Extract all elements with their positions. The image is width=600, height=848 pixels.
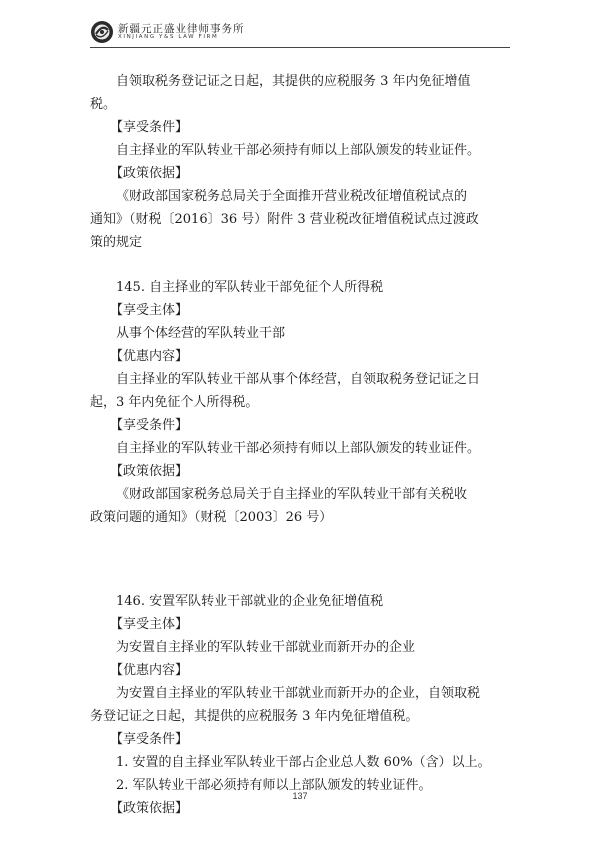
paragraph-line: 自主择业的军队转业干部从事个体经营，自领取税务登记证之日 [116,372,481,387]
paragraph-line: 自领取税务登记证之日起，其提供的应税服务 3 年内免征增值 [116,74,471,89]
item-title: 145. 自主择业的军队转业干部免征个人所得税 [116,280,384,295]
paragraph-line: 策的规定 [90,235,143,250]
paragraph-line: 《财政部国家税务总局关于全面推开营业税改征增值税试点的 [116,189,468,204]
section-heading: 【享受主体】 [110,617,189,632]
paragraph-line: 自主择业的军队转业干部必须持有师以上部队颁发的转业证件。 [116,441,481,456]
page-number: 137 [292,791,308,801]
header-rule [90,47,510,48]
section-heading: 【享受条件】 [110,732,189,747]
firm-name-cn: 新疆元正盛业律师事务所 [118,23,245,35]
paragraph-line: 起，3 年内免征个人所得税。 [90,395,259,410]
section-heading: 【享受主体】 [110,303,189,318]
section-heading: 【享受条件】 [110,418,189,433]
paragraph-line: 自主择业的军队转业干部必须持有师以上部队颁发的转业证件。 [116,143,481,158]
paragraph-line: 为安置自主择业的军队转业干部就业而新开办的企业 [116,640,416,655]
paragraph-line: 为安置自主择业的军队转业干部就业而新开办的企业，自领取税 [116,686,481,701]
section-heading: 【政策依据】 [110,464,189,479]
section-heading: 【政策依据】 [110,166,189,181]
paragraph-line: 《财政部国家税务总局关于自主择业的军队转业干部有关税收 [116,487,468,502]
section-heading: 【优惠内容】 [110,663,189,678]
paragraph-line: 通知》（财税〔2016〕36 号）附件 3 营业税改征增值税试点过渡政 [90,212,479,227]
section-heading: 【享受条件】 [110,120,189,135]
paragraph-line: 税。 [90,97,117,112]
document-body [90,70,510,820]
firm-name-en: XINJIANG Y&S LAW FIRM [118,34,219,40]
item-title: 146. 安置军队转业干部就业的企业免征增值税 [116,594,384,609]
paragraph-line: 从事个体经营的军队转业干部 [116,326,286,341]
firm-logo-icon [90,20,114,44]
paragraph-line: 政策问题的通知》（财税〔2003〕26 号） [90,510,333,525]
paragraph-line: 务登记证之日起，其提供的应税服务 3 年内免征增值税。 [90,709,419,724]
section-heading: 【政策依据】 [110,801,189,816]
list-item: 1. 安置的自主择业军队转业干部占企业总人数 60%（含）以上。 [116,755,491,770]
section-heading: 【优惠内容】 [110,349,189,364]
page-header [90,20,510,44]
list-item: 2. 军队转业干部必须持有师以上部队颁发的转业证件。 [116,778,432,793]
